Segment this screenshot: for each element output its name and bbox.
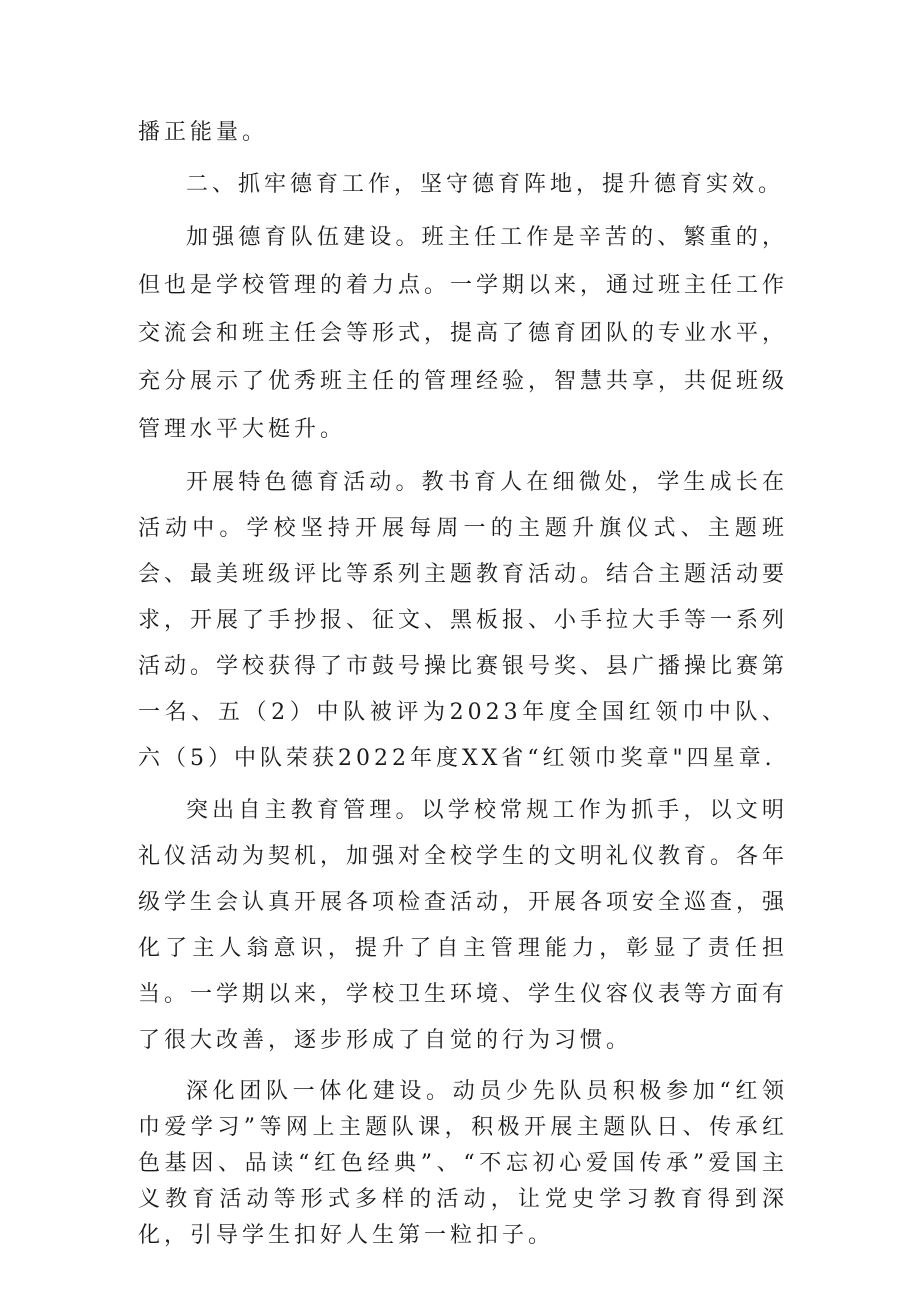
paragraph-moral-education-activities: 开展特色德育活动。教书育人在细微处，学生成长在活动中。学校坚持开展每周一的主题升旗仪式、主题班会、最美班级评比等系列主题教育活动。结合主题活动要求，开展了手抄报、征文、黑板报、小手拉大手等一系列活动。学校获得了市鼓号操比赛银号奖、县广播操比赛第一名、五（2）中队被评为2023年度全国红领巾中队、六（5）中队荣获2022年度XX省“红领巾奖章"四星章.	[138, 470, 789, 771]
paragraph-moral-education-team: 加强德育队伍建设。班主任工作是辛苦的、繁重的，但也是学校管理的着力点。一学期以来，通过班主任工作交流会和班主任会等形式，提高了德育团队的专业水平，充分展示了优秀班主任的管理经验，智慧共享，共促班级管理水平大梃升。	[138, 225, 789, 442]
paragraph-self-management: 突出自主教育管理。以学校常规工作为抓手，以文明礼仪活动为契机，加强对全校学生的文明礼仪教育。各年级学生会认真开展各项检查活动，开展各项安全巡查，强化了主人翁意识，提升了自主管理能力，彰显了责任担当。一学期以来，学校卫生环境、学生仪容仪表等方面有了很大改善，逐步形成了自觉的行为习惯。	[138, 798, 789, 1053]
section-heading: 二、抓牢德育工作，坚守德育阵地，提升德育实效。	[186, 172, 785, 197]
document-page	[138, 110, 788, 1254]
paragraph-team-integration: 深化团队一体化建设。动员少先队员积极参加“红领巾爱学习”等网上主题队课，积极开展主题队日、传承红色基因、品读“红色经典”、“不忘初心爱国传承”爱国主义教育活动等形式多样的活动，让党史学习教育得到深化，引导学生扣好人生第一粒扣子。	[138, 1079, 788, 1248]
paragraph-continuation: 播正能量。	[138, 120, 269, 145]
